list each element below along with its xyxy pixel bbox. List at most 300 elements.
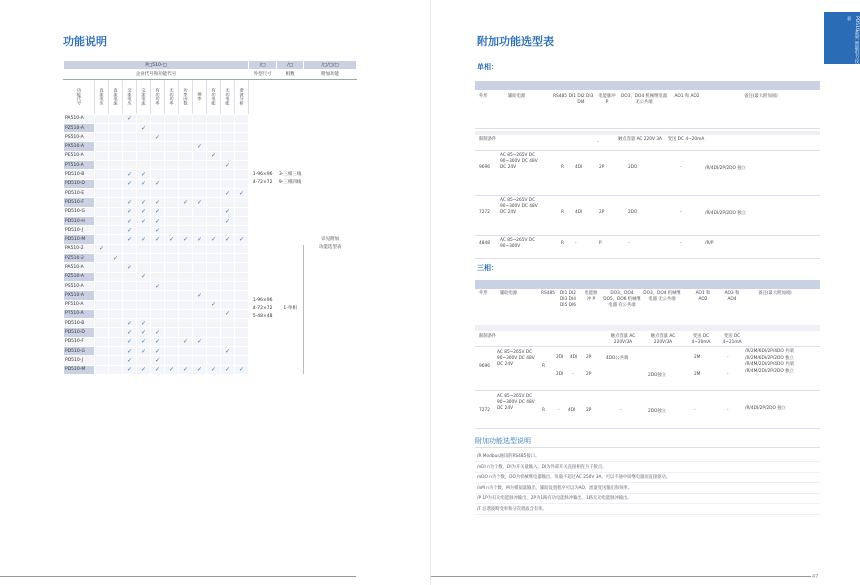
check-cell <box>221 216 235 225</box>
check-cell <box>207 337 221 346</box>
check-cell <box>151 151 165 160</box>
check-cell <box>95 133 109 142</box>
check-cell <box>207 114 221 123</box>
check-cell <box>193 356 207 365</box>
header-label-phase: 相数 <box>277 70 304 79</box>
check-cell <box>123 365 137 374</box>
single-sep <box>475 195 820 196</box>
col-label-0: 功能代号 <box>64 79 95 114</box>
check-cell <box>221 114 235 123</box>
check-cell <box>151 300 165 309</box>
check-cell <box>221 198 235 207</box>
three-do2: 2DO独立 <box>648 373 667 378</box>
check-cell <box>179 216 193 225</box>
check-cell <box>193 235 207 244</box>
check-cell <box>207 235 221 244</box>
check-cell <box>109 365 123 374</box>
three-rs: R <box>542 408 545 413</box>
row-model: PD510-F <box>64 198 95 207</box>
check-cell <box>123 244 137 253</box>
check-icon: ✓ <box>196 236 203 244</box>
check-cell <box>137 263 151 272</box>
check-cell <box>207 291 221 300</box>
check-cell <box>207 133 221 142</box>
desc-line: /R Modbus通讯的RS485接口。 <box>477 454 540 459</box>
check-cell <box>137 133 151 142</box>
desc-line: /F 总谐波畸变率和分次谐波含有率。 <box>477 506 547 512</box>
single-size: 7272 <box>479 210 490 215</box>
check-icon: ✓ <box>140 208 147 216</box>
row-model: PX510-A <box>64 142 95 151</box>
check-cell <box>137 300 151 309</box>
check-cell <box>179 123 193 132</box>
check-cell <box>165 216 179 225</box>
check-cell <box>179 170 193 179</box>
three-cond-1: 触点容量 AC 220V/3A <box>610 334 636 345</box>
check-cell <box>123 179 137 188</box>
check-cell <box>207 179 221 188</box>
check-cell <box>109 151 123 160</box>
row-model: PA510-A <box>64 263 95 272</box>
desc-separator <box>475 447 820 448</box>
single-note: /R/P <box>705 241 714 246</box>
check-icon: ✓ <box>140 338 147 346</box>
check-cell <box>109 272 123 281</box>
check-cell <box>179 207 193 216</box>
right-title: 附加功能选型表 <box>477 35 554 48</box>
three-cond-2: 触点容量 AC 220V/3A <box>650 334 676 345</box>
check-cell <box>137 319 151 328</box>
check-cell <box>165 244 179 253</box>
function-table <box>63 60 357 375</box>
single-phase-bar <box>475 81 820 90</box>
check-cell <box>235 263 249 272</box>
three-ao2: - <box>727 408 729 413</box>
single-head-4: 电能脉冲 P <box>598 94 616 105</box>
check-cell <box>95 226 109 235</box>
single-di: 4DI <box>575 210 583 215</box>
check-cell <box>95 365 109 374</box>
check-cell <box>137 123 151 132</box>
row-model: PD510-F <box>64 337 95 346</box>
three-head-4: 电能脉冲 P <box>584 291 598 302</box>
check-cell <box>221 133 235 142</box>
check-icon: ✓ <box>196 143 203 151</box>
check-cell <box>235 319 249 328</box>
desc-line: /nM n为个数，M为模拟量输出，辅助设置程序可以为AO，流量变送输出和频率。 <box>477 485 633 491</box>
check-cell <box>123 272 137 281</box>
col-label-blank <box>304 79 357 114</box>
check-cell <box>235 123 249 132</box>
left-footer-line <box>0 576 356 577</box>
col-label-3: 交流电压 <box>123 79 137 114</box>
check-icon: ✓ <box>154 347 161 355</box>
check-icon: ✓ <box>140 329 147 337</box>
row-model: PZ510-A <box>64 123 95 132</box>
check-cell <box>109 319 123 328</box>
check-icon: ✓ <box>210 366 217 374</box>
check-cell <box>151 347 165 356</box>
check-cell <box>221 179 235 188</box>
check-cell <box>221 142 235 151</box>
check-icon: ✓ <box>140 236 147 244</box>
check-icon: ✓ <box>196 338 203 346</box>
check-cell <box>193 114 207 123</box>
check-cell <box>179 179 193 188</box>
check-cell <box>95 263 109 272</box>
check-cell <box>207 365 221 374</box>
single-ao: - <box>680 210 682 215</box>
check-icon: ✓ <box>154 282 161 290</box>
row-model: PD510-J <box>64 226 95 235</box>
check-cell <box>109 347 123 356</box>
check-cell <box>123 188 137 197</box>
desc-sep <box>475 482 820 483</box>
check-cell <box>137 244 151 253</box>
three-note: /R/2M/6DI/2P/4DO 共端 /R/2M/6DI/2P/2DO 独立 /R/4M/2DI/2P/4DO 共端 /R/4M/2DI/2P/2DO 独立 <box>745 349 794 374</box>
check-cell <box>207 226 221 235</box>
check-icon: ✓ <box>224 161 231 169</box>
check-cell <box>235 356 249 365</box>
check-cell <box>123 309 137 318</box>
three-di-b: 2DI <box>556 372 564 377</box>
single-size: 9696 <box>479 165 490 170</box>
single-di: - <box>575 241 577 246</box>
check-cell <box>193 347 207 356</box>
check-cell <box>235 216 249 225</box>
check-cell <box>179 347 193 356</box>
check-cell <box>123 114 137 123</box>
desc-sep <box>475 493 820 494</box>
check-icon: ✓ <box>126 171 133 179</box>
three-do-b: 2P <box>586 372 592 377</box>
check-cell <box>179 188 193 197</box>
check-cell <box>193 161 207 170</box>
check-cell <box>123 216 137 225</box>
header-box-size: /□ <box>249 61 277 70</box>
check-cell <box>151 328 165 337</box>
single-head-6: AO1 和 AO2 <box>674 94 700 99</box>
check-cell <box>207 142 221 151</box>
single-cond-band <box>475 131 820 135</box>
check-cell <box>235 133 249 142</box>
extra-block: 详见附加 功能选型表 <box>304 114 357 374</box>
check-cell <box>151 272 165 281</box>
row-model: PD510-M <box>64 365 95 374</box>
row-model: PS510-A <box>64 133 95 142</box>
check-cell <box>165 281 179 290</box>
check-cell <box>193 365 207 374</box>
check-icon: ✓ <box>140 347 147 355</box>
check-cell <box>221 309 235 318</box>
check-icon: ✓ <box>126 115 133 123</box>
three-size: 7272 <box>479 408 490 413</box>
check-cell <box>137 365 151 374</box>
check-icon: ✓ <box>154 133 161 141</box>
check-cell <box>235 347 249 356</box>
single-p: P <box>599 241 602 246</box>
check-cell <box>179 272 193 281</box>
col-label-5: 有功功率 <box>151 79 165 114</box>
three-ao1b: 2M <box>694 372 701 377</box>
single-head-5: DO3、DO4 机械继电器 无公共端 <box>621 94 667 105</box>
single-sep <box>475 235 820 236</box>
check-icon: ✓ <box>154 198 161 206</box>
check-cell <box>151 356 165 365</box>
check-cell <box>221 347 235 356</box>
check-cell <box>179 281 193 290</box>
check-icon: ✓ <box>182 366 189 374</box>
phase-block-2: 1-单相 <box>277 244 304 374</box>
check-cell <box>137 179 151 188</box>
check-cell <box>109 114 123 123</box>
check-cell <box>137 161 151 170</box>
single-p: 2P <box>599 210 605 215</box>
check-cell <box>165 170 179 179</box>
col-label-11: 谐波分析 <box>235 79 249 114</box>
col-label-4: 交流电流 <box>137 79 151 114</box>
check-cell <box>151 235 165 244</box>
check-cell <box>95 198 109 207</box>
check-cell <box>207 170 221 179</box>
check-cell <box>179 356 193 365</box>
check-cell <box>221 337 235 346</box>
single-rs: R <box>561 241 564 246</box>
check-cell <box>151 337 165 346</box>
check-cell <box>193 179 207 188</box>
check-cell <box>193 198 207 207</box>
check-cell <box>137 226 151 235</box>
check-cell <box>165 161 179 170</box>
check-icon: ✓ <box>196 198 203 206</box>
check-cell <box>123 347 137 356</box>
check-cell <box>123 281 137 290</box>
check-cell <box>109 123 123 132</box>
check-icon: ✓ <box>154 236 161 244</box>
check-cell <box>123 319 137 328</box>
check-icon: ✓ <box>210 301 217 309</box>
header-label-size: 外型尺寸 <box>249 70 277 79</box>
check-icon: ✓ <box>140 217 147 225</box>
check-icon: ✓ <box>168 366 175 374</box>
row-model: PD510-B <box>64 170 95 179</box>
check-cell <box>151 170 165 179</box>
check-cell <box>207 123 221 132</box>
single-ao: - <box>680 165 682 170</box>
three-di2: 4DI <box>568 408 576 413</box>
three-di: - <box>558 408 560 413</box>
three-do2: 2DO独立 <box>648 409 667 414</box>
check-cell <box>179 337 193 346</box>
three-do: - <box>620 408 622 413</box>
check-cell <box>179 300 193 309</box>
check-cell <box>137 347 151 356</box>
check-cell <box>109 309 123 318</box>
three-head-0: 外形 <box>479 291 488 296</box>
check-icon: ✓ <box>126 217 133 225</box>
check-cell <box>137 309 151 318</box>
check-cell <box>221 188 235 197</box>
check-cell <box>137 216 151 225</box>
single-rs: R <box>561 210 564 215</box>
check-icon: ✓ <box>126 347 133 355</box>
check-cell <box>179 365 193 374</box>
check-cell <box>165 179 179 188</box>
check-cell <box>151 188 165 197</box>
left-title: 功能说明 <box>63 35 107 48</box>
check-cell <box>123 123 137 132</box>
three-phase-bar <box>475 280 820 289</box>
check-cell <box>235 309 249 318</box>
check-cell <box>95 309 109 318</box>
check-cell <box>221 254 235 263</box>
check-icon: ✓ <box>196 291 203 299</box>
check-icon: ✓ <box>182 198 189 206</box>
single-head-3: DI1 DI2 DI3 DI4 <box>568 94 594 105</box>
check-cell <box>165 123 179 132</box>
check-cell <box>207 161 221 170</box>
check-cell <box>235 244 249 253</box>
check-cell <box>109 337 123 346</box>
check-icon: ✓ <box>126 263 133 271</box>
check-cell <box>193 263 207 272</box>
three-ao2: - <box>727 355 729 360</box>
row-model: PD510-H <box>64 216 95 225</box>
check-cell <box>179 133 193 142</box>
check-cell <box>179 142 193 151</box>
check-icon: ✓ <box>196 366 203 374</box>
check-cell <box>165 151 179 160</box>
check-cell <box>235 188 249 197</box>
check-cell <box>193 133 207 142</box>
check-icon: ✓ <box>154 226 161 234</box>
check-cell <box>95 188 109 197</box>
col-label-8: 频率 <box>193 79 207 114</box>
check-cell <box>235 114 249 123</box>
check-icon: ✓ <box>140 366 147 374</box>
check-cell <box>235 337 249 346</box>
check-icon: ✓ <box>154 217 161 225</box>
check-cell <box>165 328 179 337</box>
check-cell <box>207 281 221 290</box>
check-icon: ✓ <box>224 366 231 374</box>
check-cell <box>95 216 109 225</box>
check-cell <box>95 281 109 290</box>
check-cell <box>151 291 165 300</box>
check-cell <box>109 300 123 309</box>
check-cell <box>151 142 165 151</box>
check-cell <box>123 254 137 263</box>
check-icon: ✓ <box>224 347 231 355</box>
check-cell <box>235 151 249 160</box>
check-cell <box>221 170 235 179</box>
check-cell <box>165 188 179 197</box>
check-cell <box>207 347 221 356</box>
check-icon: ✓ <box>224 208 231 216</box>
check-cell <box>137 198 151 207</box>
check-cell <box>137 151 151 160</box>
check-cell <box>221 161 235 170</box>
single-head-1: 辅助电源 <box>508 94 526 99</box>
desc-line: /P 1P为有功电能脉冲输出，2P为1路有功电能脉冲输出，1路无功电能脉冲输出。 <box>477 496 632 501</box>
check-cell <box>193 272 207 281</box>
row-model: PA510-A <box>64 114 95 123</box>
check-cell <box>207 328 221 337</box>
check-cell <box>137 254 151 263</box>
check-cell <box>151 365 165 374</box>
col-label-2: 直流电流 <box>109 79 123 114</box>
header-label-extra: 附加功能 <box>304 70 357 79</box>
three-do1: 4DO公共端 <box>606 356 629 361</box>
check-cell <box>179 254 193 263</box>
check-cell <box>123 133 137 142</box>
check-cell <box>109 356 123 365</box>
check-icon: ✓ <box>126 226 133 234</box>
check-cell <box>193 319 207 328</box>
three-p-a: 4DI <box>570 355 578 360</box>
check-cell <box>207 272 221 281</box>
row-model: PT510-A <box>64 309 95 318</box>
right-footer-line <box>431 576 811 577</box>
check-icon: ✓ <box>126 356 133 364</box>
check-cell <box>235 179 249 188</box>
check-icon: ✓ <box>210 236 217 244</box>
check-cell <box>151 133 165 142</box>
check-cell <box>123 356 137 365</box>
check-cell <box>165 337 179 346</box>
check-cell <box>123 161 137 170</box>
check-cell <box>221 319 235 328</box>
check-cell <box>123 207 137 216</box>
row-model: PZ510-A <box>64 272 95 281</box>
check-cell <box>151 319 165 328</box>
check-cell <box>109 198 123 207</box>
three-ao1: 2M <box>694 355 701 360</box>
check-cell <box>235 272 249 281</box>
check-cell <box>179 198 193 207</box>
check-cell <box>151 309 165 318</box>
check-cell <box>179 328 193 337</box>
check-cell <box>95 235 109 244</box>
check-cell <box>179 235 193 244</box>
check-cell <box>221 244 235 253</box>
three-p: 2P <box>586 408 592 413</box>
single-sep <box>475 128 820 129</box>
check-cell <box>165 207 179 216</box>
check-cell <box>179 244 193 253</box>
check-cell <box>235 300 249 309</box>
desc-line: /nDO n为个数，DO为机械继电器输出，负载不超过AC 250V 3A，可以不通中间继电器而直接驱动。 <box>477 475 671 480</box>
three-ao: - <box>694 408 696 413</box>
three-rs: R <box>542 364 545 369</box>
check-icon: ✓ <box>210 152 217 160</box>
row-model: PD510-D <box>64 179 95 188</box>
check-cell <box>165 142 179 151</box>
check-cell <box>137 207 151 216</box>
check-icon: ✓ <box>126 208 133 216</box>
check-cell <box>123 170 137 179</box>
header-box-phase: /□ <box>277 61 304 70</box>
check-cell <box>193 281 207 290</box>
check-cell <box>193 300 207 309</box>
check-cell <box>123 142 137 151</box>
single-rs: R <box>561 165 564 170</box>
check-cell <box>95 272 109 281</box>
single-ao: - <box>680 241 682 246</box>
check-cell <box>207 319 221 328</box>
row-model: PZ510-2 <box>64 254 95 263</box>
three-head-6: DO3、DO4 机械继电器 无公共端 <box>643 291 681 302</box>
